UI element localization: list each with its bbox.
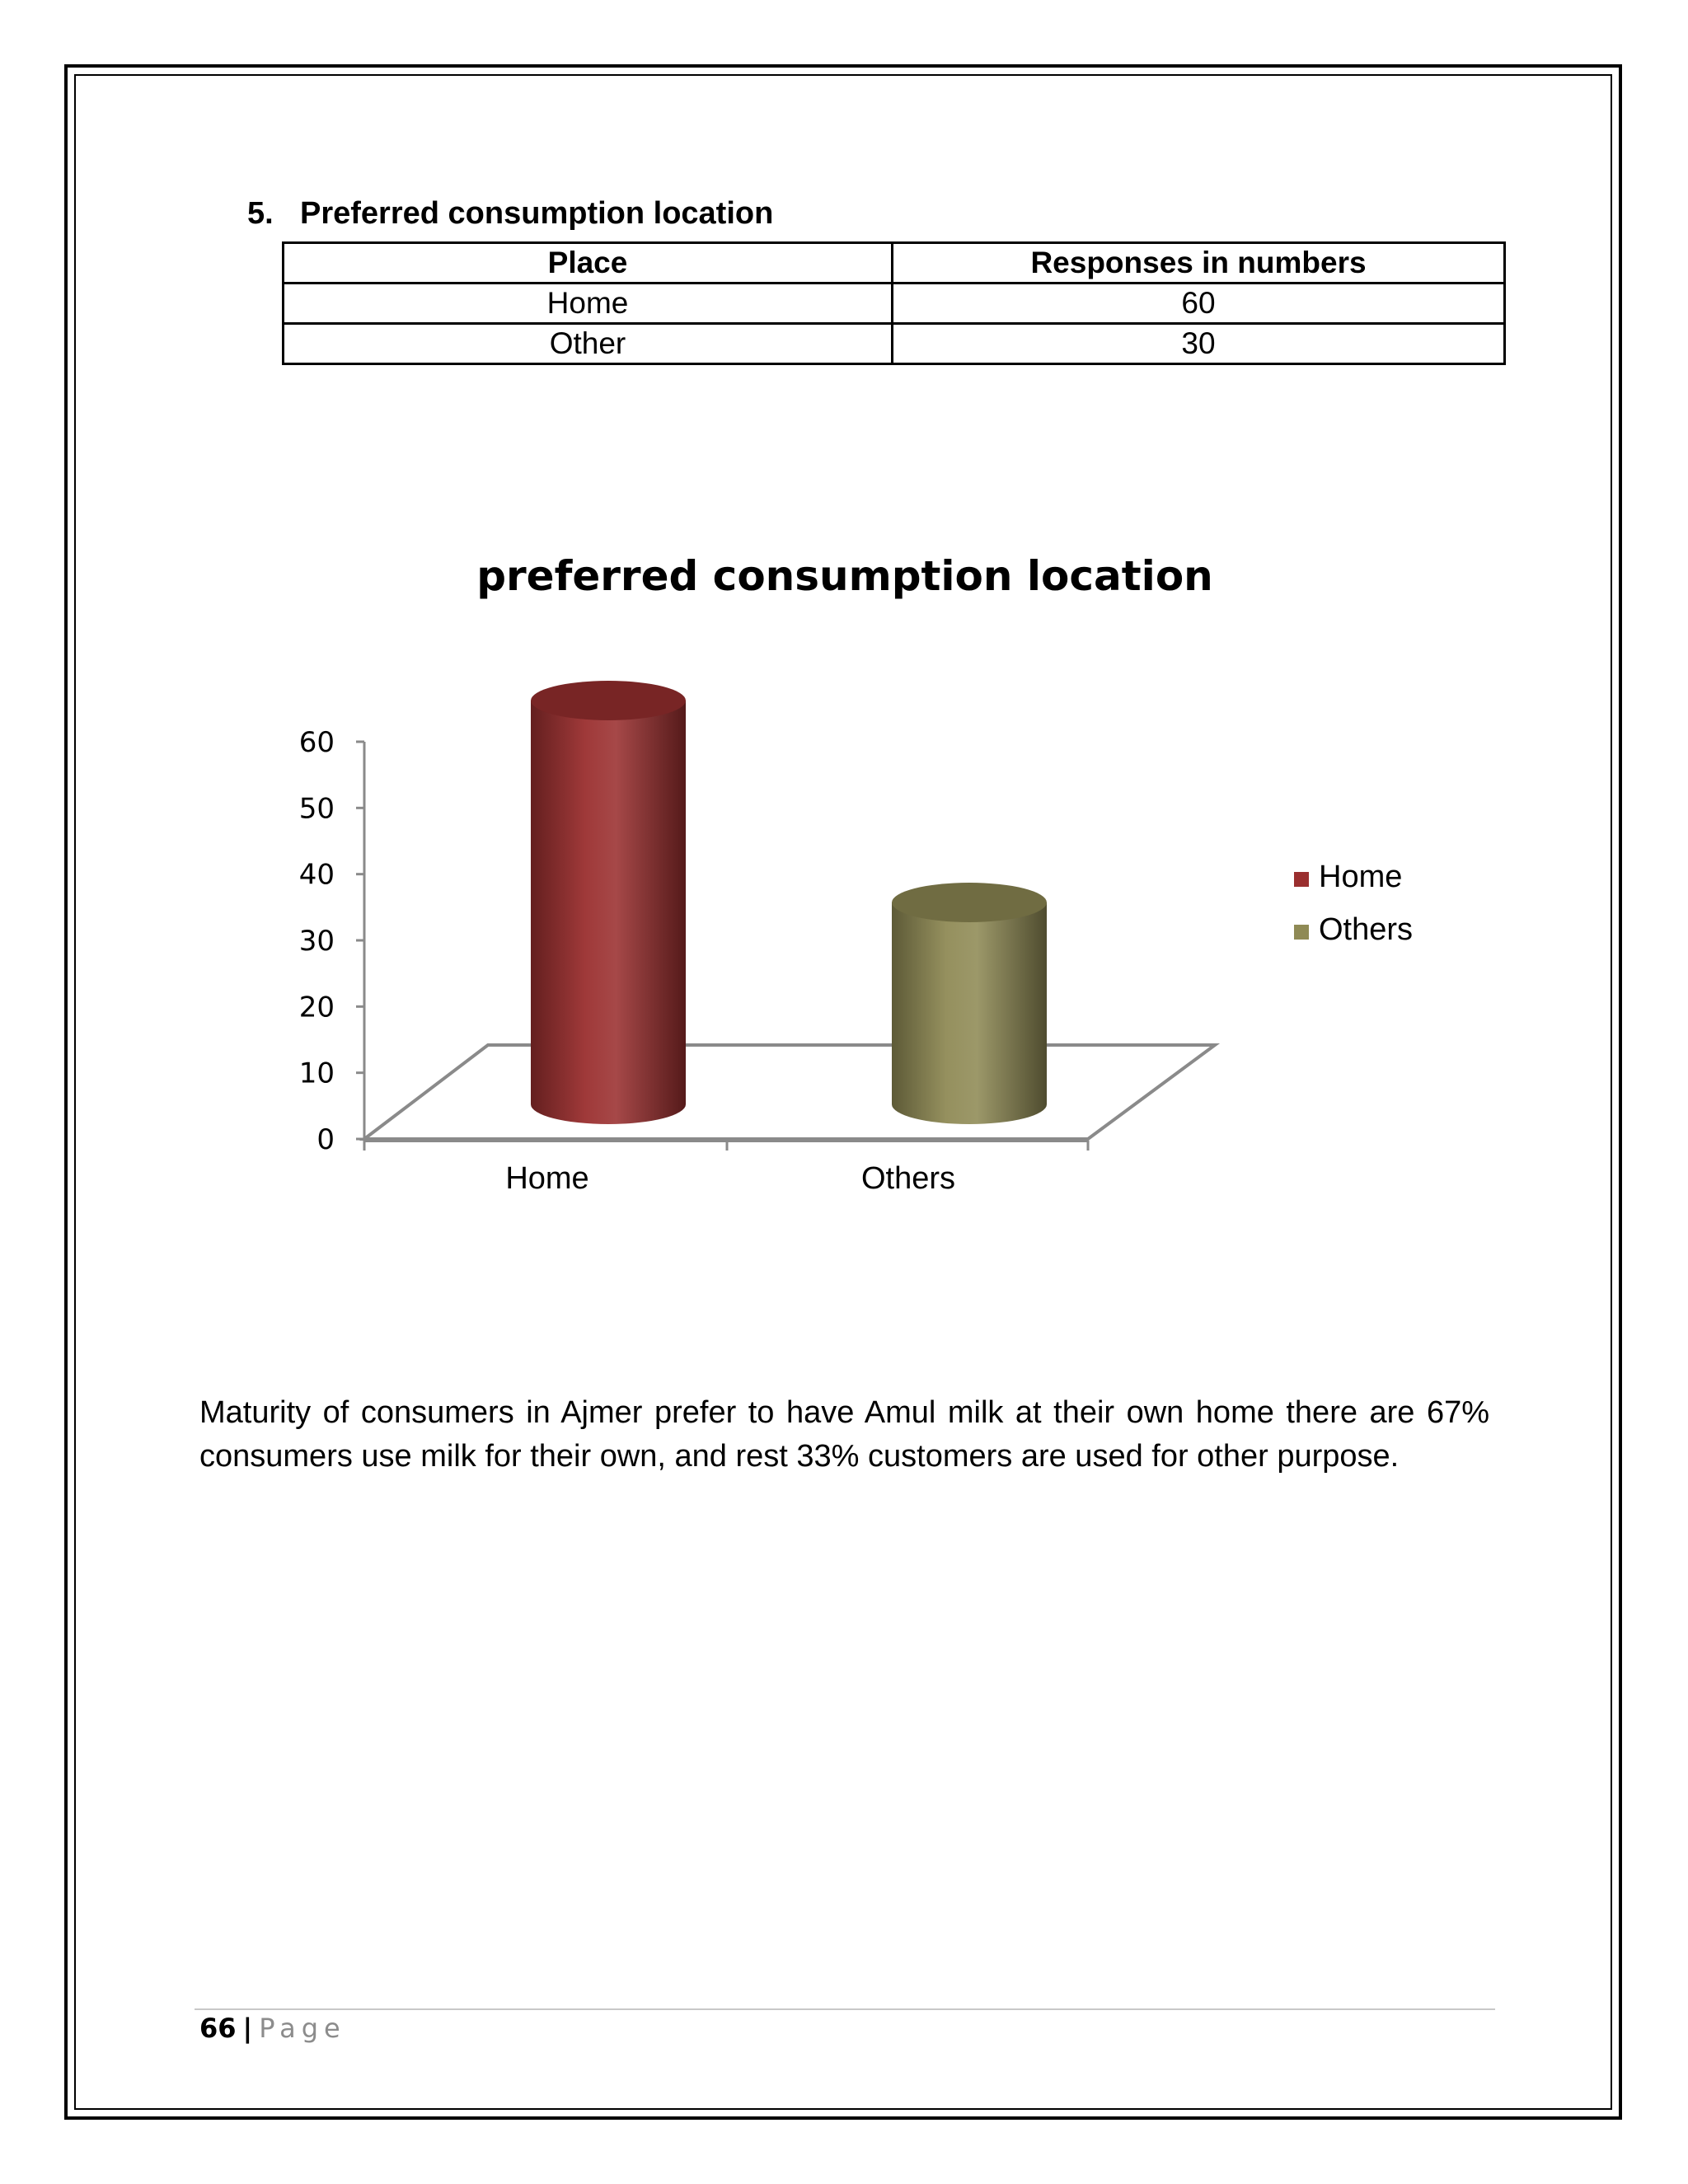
- table-header-place: Place: [284, 243, 893, 284]
- section-number: 5.: [247, 196, 274, 231]
- page-footer: [199, 2013, 346, 2044]
- footer-separator: |: [242, 2013, 253, 2044]
- legend-label: Home: [1319, 860, 1403, 894]
- page-label: Page: [259, 2013, 346, 2044]
- x-category-label: Home: [505, 1161, 589, 1196]
- section-title: Preferred consumption location: [300, 196, 774, 231]
- footer-divider: [195, 2008, 1495, 2010]
- table-row: [284, 324, 1505, 364]
- section-heading: [247, 196, 773, 232]
- x-category-label: Others: [860, 1161, 956, 1196]
- page-number: 66: [199, 2013, 237, 2044]
- y-tick-label: 60: [298, 726, 335, 759]
- y-tick-label: 50: [298, 792, 335, 826]
- legend-label: Others: [1319, 912, 1414, 947]
- table-cell-responses: 60: [893, 284, 1505, 324]
- table-row: [284, 284, 1505, 324]
- table-header-row: [284, 243, 1505, 284]
- chart-title: preferred consumption location: [476, 552, 1213, 600]
- table-cell-place: Other: [284, 324, 893, 364]
- y-tick-label: 0: [316, 1123, 335, 1156]
- y-tick-label: 10: [298, 1057, 335, 1090]
- analysis-paragraph: Maturity of consumers in Ajmer prefer to have Amul milk at their own home there are 67% consumers use milk for their own, and rest 33% customers are used for other purpose.: [199, 1395, 1489, 1474]
- responses-table: [282, 241, 1506, 365]
- page-border-inner: [74, 74, 1612, 2110]
- table-cell-place: Home: [284, 284, 893, 324]
- table-header-responses: Responses in numbers: [893, 243, 1505, 284]
- table-cell-responses: 30: [893, 324, 1505, 364]
- y-tick-label: 20: [298, 991, 335, 1024]
- y-tick-label: 30: [298, 925, 335, 958]
- y-tick-label: 40: [298, 858, 335, 892]
